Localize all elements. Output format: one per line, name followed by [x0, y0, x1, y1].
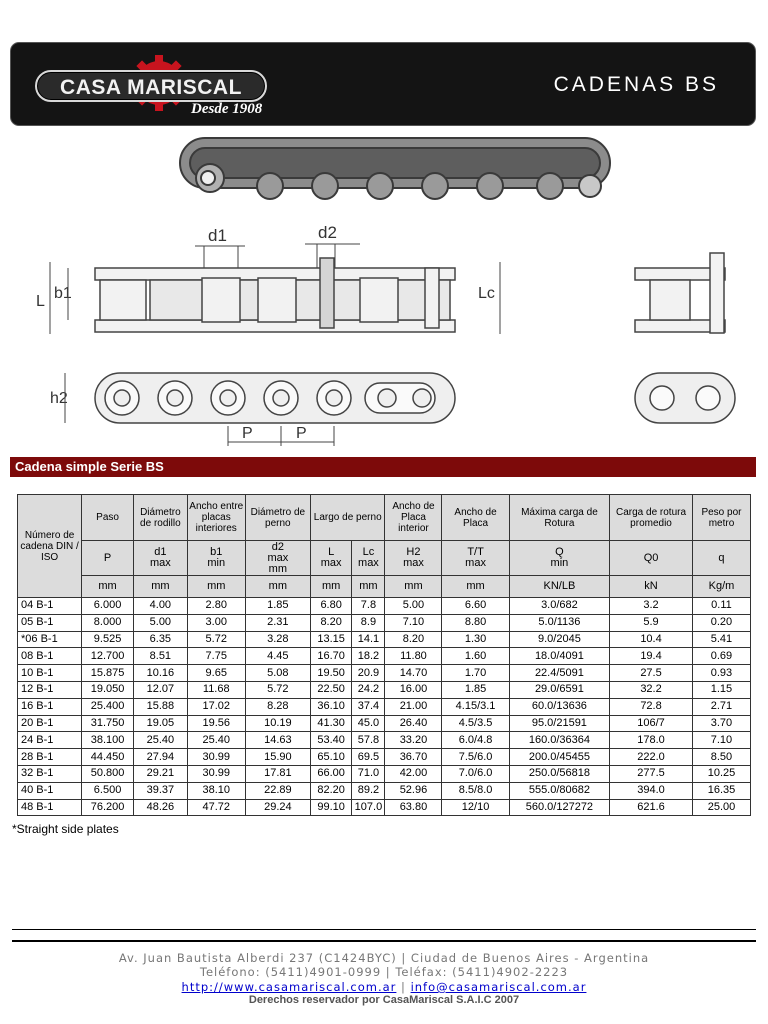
table-cell: 25.40 [133, 732, 187, 749]
table-cell: 107.0 [352, 799, 385, 816]
chain-spec-table [17, 494, 751, 816]
table-cell: 38.100 [82, 732, 134, 749]
table-body [18, 598, 751, 816]
table-cell: 10.19 [245, 715, 310, 732]
table-cell: 36.70 [385, 749, 442, 766]
table-cell: 16.00 [385, 681, 442, 698]
chain-number-cell: 40 B-1 [18, 782, 82, 799]
unit-h2: mm [385, 576, 442, 598]
table-cell: 39.37 [133, 782, 187, 799]
symbol-b1: b1 min [187, 541, 245, 576]
table-cell: 3.28 [245, 631, 310, 648]
table-cell: 37.4 [352, 698, 385, 715]
table-cell: 2.31 [245, 614, 310, 631]
page-title: CADENAS BS [553, 73, 719, 96]
symbol-q0: Q0 [610, 541, 693, 576]
table-cell: 60.0/13636 [509, 698, 609, 715]
symbol-l: L max [310, 541, 351, 576]
label-b1: b1 [54, 285, 72, 302]
chain-number-cell: 28 B-1 [18, 749, 82, 766]
table-cell: 16.35 [692, 782, 750, 799]
table-cell: 9.0/2045 [509, 631, 609, 648]
table-cell: 178.0 [610, 732, 693, 749]
symbol-q-weight: q [692, 541, 750, 576]
symbol-d1: d1 max [133, 541, 187, 576]
footnote: *Straight side plates [12, 822, 119, 836]
table-cell: 7.75 [187, 648, 245, 665]
table-cell: 6.000 [82, 598, 134, 615]
table-cell: 560.0/127272 [509, 799, 609, 816]
table-cell: 8.51 [133, 648, 187, 665]
table-cell: 13.15 [310, 631, 351, 648]
table-cell: 32.2 [610, 681, 693, 698]
table-cell: 30.99 [187, 765, 245, 782]
table-cell: 14.1 [352, 631, 385, 648]
table-cell: 21.00 [385, 698, 442, 715]
table-cell: 9.65 [187, 665, 245, 682]
table-cell: 14.63 [245, 732, 310, 749]
label-d1: d1 [208, 226, 227, 245]
table-cell: 17.81 [245, 765, 310, 782]
label-h2: h2 [50, 390, 68, 407]
table-cell: 16.70 [310, 648, 351, 665]
table-cell: 19.50 [310, 665, 351, 682]
table-cell: 18.0/4091 [509, 648, 609, 665]
table-cell: 8.5/8.0 [442, 782, 509, 799]
table-cell: 0.69 [692, 648, 750, 665]
chain-technical-drawing [30, 128, 740, 454]
table-cell: 6.35 [133, 631, 187, 648]
table-row [18, 715, 751, 732]
table-cell: 22.4/5091 [509, 665, 609, 682]
label-P2: P [296, 425, 307, 442]
table-cell: 2.80 [187, 598, 245, 615]
symbol-lc: Lc max [352, 541, 385, 576]
website-link[interactable]: http://www.casamariscal.com.ar [181, 980, 397, 994]
table-cell: 19.4 [610, 648, 693, 665]
table-cell: 99.10 [310, 799, 351, 816]
table-cell: 0.20 [692, 614, 750, 631]
table-cell: 106/7 [610, 715, 693, 732]
table-row [18, 782, 751, 799]
table-cell: 6.500 [82, 782, 134, 799]
label-P1: P [242, 425, 253, 442]
table-cell: 8.50 [692, 749, 750, 766]
table-cell: 222.0 [610, 749, 693, 766]
table-cell: 89.2 [352, 782, 385, 799]
divider [12, 940, 756, 942]
table-cell: 52.96 [385, 782, 442, 799]
table-row [18, 598, 751, 615]
table-cell: 7.8 [352, 598, 385, 615]
table-cell: 15.875 [82, 665, 134, 682]
table-cell: 10.25 [692, 765, 750, 782]
table-cell: 66.00 [310, 765, 351, 782]
table-cell: 19.050 [82, 681, 134, 698]
table-cell: 14.70 [385, 665, 442, 682]
table-cell: 15.88 [133, 698, 187, 715]
table-row [18, 732, 751, 749]
table-cell: 160.0/36364 [509, 732, 609, 749]
header-diametro-perno: Diámetro de perno [245, 495, 310, 541]
table-cell: 41.30 [310, 715, 351, 732]
table-cell: 53.40 [310, 732, 351, 749]
table-cell: 4.45 [245, 648, 310, 665]
table-cell: 4.00 [133, 598, 187, 615]
table-cell: 6.80 [310, 598, 351, 615]
section-title: Cadena simple Serie BS [15, 459, 164, 474]
table-cell: 6.0/4.8 [442, 732, 509, 749]
table-cell: 3.70 [692, 715, 750, 732]
footer-phones: Teléfono: (5411)4901-0999 | Teléfax: (5411)4902-2223 [199, 965, 569, 979]
header-carga-promedio: Carga de rotura promedio [610, 495, 693, 541]
table-cell: 11.80 [385, 648, 442, 665]
table-cell: 38.10 [187, 782, 245, 799]
table-cell: 71.0 [352, 765, 385, 782]
footer-links [0, 980, 768, 994]
table-cell: 30.99 [187, 749, 245, 766]
table-cell: 250.0/56818 [509, 765, 609, 782]
chain-photo [180, 138, 610, 199]
chain-number-cell: 24 B-1 [18, 732, 82, 749]
section-band [10, 457, 756, 477]
table-cell: 200.0/45455 [509, 749, 609, 766]
table-cell: 2.71 [692, 698, 750, 715]
label-d2: d2 [318, 223, 337, 242]
table-cell: 1.30 [442, 631, 509, 648]
chain-number-cell: 20 B-1 [18, 715, 82, 732]
chain-number-cell: 04 B-1 [18, 598, 82, 615]
table-cell: 45.0 [352, 715, 385, 732]
table-cell: 8.80 [442, 614, 509, 631]
table-cell: 12.700 [82, 648, 134, 665]
chain-number-cell: 48 B-1 [18, 799, 82, 816]
table-cell: 29.24 [245, 799, 310, 816]
chain-number-cell: *06 B-1 [18, 631, 82, 648]
table-cell: 15.90 [245, 749, 310, 766]
table-cell: 1.70 [442, 665, 509, 682]
header-ancho-placa: Ancho de Placa [442, 495, 509, 541]
table-row [18, 665, 751, 682]
table-cell: 277.5 [610, 765, 693, 782]
table-cell: 26.40 [385, 715, 442, 732]
table-cell: 5.72 [245, 681, 310, 698]
table-cell: 7.5/6.0 [442, 749, 509, 766]
table-cell: 8.28 [245, 698, 310, 715]
table-cell: 29.21 [133, 765, 187, 782]
table-cell: 7.10 [692, 732, 750, 749]
table-cell: 50.800 [82, 765, 134, 782]
footer-address: Av. Juan Bautista Alberdi 237 (C1424BYC) | Ciudad de Buenos Aires - Argentina [118, 951, 650, 965]
table-cell: 7.10 [385, 614, 442, 631]
table-cell: 25.400 [82, 698, 134, 715]
table-cell: 5.08 [245, 665, 310, 682]
table-cell: 8.000 [82, 614, 134, 631]
table-cell: 12/10 [442, 799, 509, 816]
table-cell: 6.60 [442, 598, 509, 615]
table-row [18, 614, 751, 631]
table-cell: 17.02 [187, 698, 245, 715]
table-cell: 44.450 [82, 749, 134, 766]
table-cell: 1.85 [245, 598, 310, 615]
table-cell: 63.80 [385, 799, 442, 816]
header-peso-metro: Peso por metro [692, 495, 750, 541]
symbol-h2: H2 max [385, 541, 442, 576]
table-row [18, 681, 751, 698]
table-cell: 5.9 [610, 614, 693, 631]
table-cell: 65.10 [310, 749, 351, 766]
table-cell: 19.05 [133, 715, 187, 732]
table-cell: 3.2 [610, 598, 693, 615]
unit-d2: mm [245, 576, 310, 598]
unit-q: KN/LB [509, 576, 609, 598]
table-row [18, 749, 751, 766]
header-maxima-carga: Máxima carga de Rotura [509, 495, 609, 541]
logo-name: CASA MARISCAL [60, 76, 242, 99]
table-cell: 5.41 [692, 631, 750, 648]
table-cell: 31.750 [82, 715, 134, 732]
table-cell: 8.9 [352, 614, 385, 631]
page-header [10, 42, 756, 126]
table-cell: 19.56 [187, 715, 245, 732]
header-paso: Paso [82, 495, 134, 541]
table-cell: 5.00 [385, 598, 442, 615]
header-diametro-rodillo: Diámetro de rodillo [133, 495, 187, 541]
email-link[interactable]: info@casamariscal.com.ar [410, 980, 587, 994]
symbol-q: Q min [509, 541, 609, 576]
table-cell: 27.94 [133, 749, 187, 766]
table-cell: 5.0/1136 [509, 614, 609, 631]
symbol-p: P [82, 541, 134, 576]
table-cell: 0.93 [692, 665, 750, 682]
table-cell: 24.2 [352, 681, 385, 698]
table-cell: 9.525 [82, 631, 134, 648]
table-cell: 25.00 [692, 799, 750, 816]
chain-number-cell: 12 B-1 [18, 681, 82, 698]
table-cell: 72.8 [610, 698, 693, 715]
chain-number-cell: 05 B-1 [18, 614, 82, 631]
table-cell: 29.0/6591 [509, 681, 609, 698]
unit-q0: kN [610, 576, 693, 598]
table-cell: 82.20 [310, 782, 351, 799]
unit-b1: mm [187, 576, 245, 598]
symbol-d2: d2 max mm [245, 541, 310, 576]
table-cell: 36.10 [310, 698, 351, 715]
divider [12, 929, 756, 930]
table-cell: 4.15/3.1 [442, 698, 509, 715]
table-cell: 47.72 [187, 799, 245, 816]
table-cell: 3.0/682 [509, 598, 609, 615]
label-L: L [36, 293, 45, 310]
table-cell: 1.85 [442, 681, 509, 698]
table-cell: 10.16 [133, 665, 187, 682]
header-largo-perno: Largo de perno [310, 495, 385, 541]
table-cell: 8.20 [385, 631, 442, 648]
table-cell: 18.2 [352, 648, 385, 665]
table-cell: 621.6 [610, 799, 693, 816]
label-Lc: Lc [478, 285, 495, 302]
table-cell: 11.68 [187, 681, 245, 698]
table-row [18, 631, 751, 648]
table-cell: 3.00 [187, 614, 245, 631]
chain-number-cell: 16 B-1 [18, 698, 82, 715]
header-chain-number: Número de cadena DIN / ISO [18, 495, 82, 598]
table-cell: 22.50 [310, 681, 351, 698]
unit-l: mm [310, 576, 351, 598]
table-cell: 1.15 [692, 681, 750, 698]
table-cell: 10.4 [610, 631, 693, 648]
footer-rights: Derechos reservador por CasaMariscal S.A.I.C 2007 [248, 994, 520, 1006]
symbol-tt: T/T max [442, 541, 509, 576]
table-row [18, 799, 751, 816]
table-cell: 69.5 [352, 749, 385, 766]
table-cell: 48.26 [133, 799, 187, 816]
table-row [18, 648, 751, 665]
table-cell: 0.11 [692, 598, 750, 615]
table-row [18, 765, 751, 782]
table-cell: 8.20 [310, 614, 351, 631]
table-cell: 42.00 [385, 765, 442, 782]
unit-d1: mm [133, 576, 187, 598]
footer-separator: | [401, 980, 406, 994]
table-cell: 7.0/6.0 [442, 765, 509, 782]
header-ancho-placa-interior: Ancho de Placa interior [385, 495, 442, 541]
unit-lc: mm [352, 576, 385, 598]
logo-since: Desde 1908 [191, 101, 263, 117]
table-cell: 95.0/21591 [509, 715, 609, 732]
chain-number-cell: 08 B-1 [18, 648, 82, 665]
chain-number-cell: 10 B-1 [18, 665, 82, 682]
table-cell: 555.0/80682 [509, 782, 609, 799]
logo [35, 70, 267, 102]
chain-number-cell: 32 B-1 [18, 765, 82, 782]
table-cell: 5.00 [133, 614, 187, 631]
table-cell: 5.72 [187, 631, 245, 648]
table-row [18, 698, 751, 715]
unit-p: mm [82, 576, 134, 598]
table-cell: 394.0 [610, 782, 693, 799]
table-cell: 12.07 [133, 681, 187, 698]
table-cell: 25.40 [187, 732, 245, 749]
table-cell: 4.5/3.5 [442, 715, 509, 732]
table-cell: 22.89 [245, 782, 310, 799]
unit-weight: Kg/m [692, 576, 750, 598]
table-cell: 27.5 [610, 665, 693, 682]
table-cell: 20.9 [352, 665, 385, 682]
table-cell: 57.8 [352, 732, 385, 749]
table-cell: 76.200 [82, 799, 134, 816]
table-cell: 33.20 [385, 732, 442, 749]
unit-tt: mm [442, 576, 509, 598]
table-cell: 1.60 [442, 648, 509, 665]
header-ancho-entre-placas: Ancho entre placas interiores [187, 495, 245, 541]
